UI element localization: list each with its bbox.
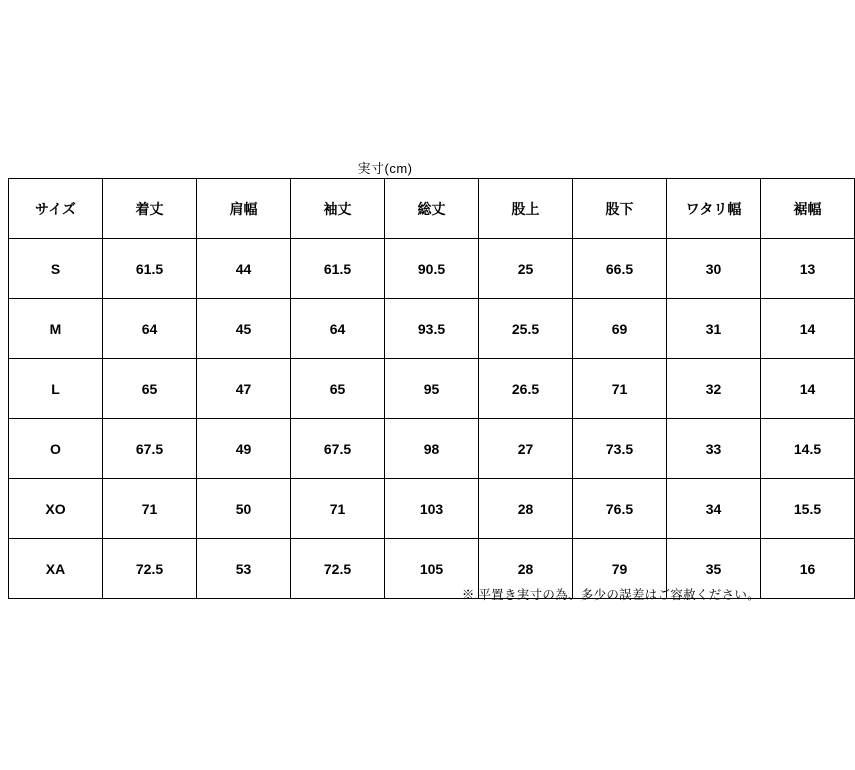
column-header-sodetake: 袖丈 <box>291 179 385 239</box>
size-table <box>8 178 855 599</box>
cell-soutake: 90.5 <box>385 239 479 299</box>
cell-sodetake: 71 <box>291 479 385 539</box>
column-header-soutake: 総丈 <box>385 179 479 239</box>
cell-katahaba: 47 <box>197 359 291 419</box>
cell-matagami: 27 <box>479 419 573 479</box>
size-table-container <box>8 178 822 599</box>
cell-size: O <box>9 419 103 479</box>
cell-wataribaba: 32 <box>667 359 761 419</box>
cell-size: XA <box>9 539 103 599</box>
cell-katahaba: 49 <box>197 419 291 479</box>
cell-soutake: 93.5 <box>385 299 479 359</box>
column-header-size: サイズ <box>9 179 103 239</box>
table-body <box>9 239 855 599</box>
cell-sodetake: 61.5 <box>291 239 385 299</box>
cell-wataribaba: 34 <box>667 479 761 539</box>
cell-matashita: 73.5 <box>573 419 667 479</box>
cell-size: M <box>9 299 103 359</box>
cell-susohaba: 15.5 <box>761 479 855 539</box>
cell-matashita: 66.5 <box>573 239 667 299</box>
cell-susohaba: 14 <box>761 299 855 359</box>
cell-susohaba: 14.5 <box>761 419 855 479</box>
column-header-katahaba: 肩幅 <box>197 179 291 239</box>
table-caption: 実寸(cm) <box>357 161 413 176</box>
table-header-row <box>9 179 855 239</box>
cell-wataribaba: 35 <box>667 539 761 599</box>
cell-kitake: 67.5 <box>103 419 197 479</box>
cell-soutake: 105 <box>385 539 479 599</box>
cell-katahaba: 45 <box>197 299 291 359</box>
cell-matagami: 28 <box>479 539 573 599</box>
cell-sodetake: 64 <box>291 299 385 359</box>
cell-matashita: 69 <box>573 299 667 359</box>
cell-wataribaba: 31 <box>667 299 761 359</box>
cell-soutake: 103 <box>385 479 479 539</box>
cell-kitake: 72.5 <box>103 539 197 599</box>
cell-soutake: 95 <box>385 359 479 419</box>
cell-kitake: 71 <box>103 479 197 539</box>
cell-kitake: 64 <box>103 299 197 359</box>
cell-matashita: 71 <box>573 359 667 419</box>
cell-katahaba: 53 <box>197 539 291 599</box>
cell-matashita: 79 <box>573 539 667 599</box>
table-row <box>9 299 855 359</box>
cell-susohaba: 13 <box>761 239 855 299</box>
cell-sodetake: 72.5 <box>291 539 385 599</box>
cell-katahaba: 44 <box>197 239 291 299</box>
cell-size: XO <box>9 479 103 539</box>
column-header-matagami: 股上 <box>479 179 573 239</box>
cell-wataribaba: 30 <box>667 239 761 299</box>
cell-susohaba: 16 <box>761 539 855 599</box>
cell-sodetake: 67.5 <box>291 419 385 479</box>
cell-wataribaba: 33 <box>667 419 761 479</box>
column-header-kitake: 着丈 <box>103 179 197 239</box>
cell-katahaba: 50 <box>197 479 291 539</box>
table-row <box>9 479 855 539</box>
cell-size: S <box>9 239 103 299</box>
cell-sodetake: 65 <box>291 359 385 419</box>
column-header-matashita: 股下 <box>573 179 667 239</box>
cell-matagami: 26.5 <box>479 359 573 419</box>
cell-size: L <box>9 359 103 419</box>
cell-kitake: 65 <box>103 359 197 419</box>
cell-soutake: 98 <box>385 419 479 479</box>
cell-matagami: 28 <box>479 479 573 539</box>
cell-susohaba: 14 <box>761 359 855 419</box>
table-row <box>9 419 855 479</box>
column-header-susohaba: 裾幅 <box>761 179 855 239</box>
cell-matagami: 25 <box>479 239 573 299</box>
cell-matashita: 76.5 <box>573 479 667 539</box>
table-row <box>9 239 855 299</box>
measurement-note: ※ 平置き実寸の為、多少の誤差はご容赦ください。 <box>461 588 760 602</box>
cell-kitake: 61.5 <box>103 239 197 299</box>
table-row <box>9 359 855 419</box>
table-header <box>9 179 855 239</box>
cell-matagami: 25.5 <box>479 299 573 359</box>
column-header-wataribaba: ワタリ幅 <box>667 179 761 239</box>
